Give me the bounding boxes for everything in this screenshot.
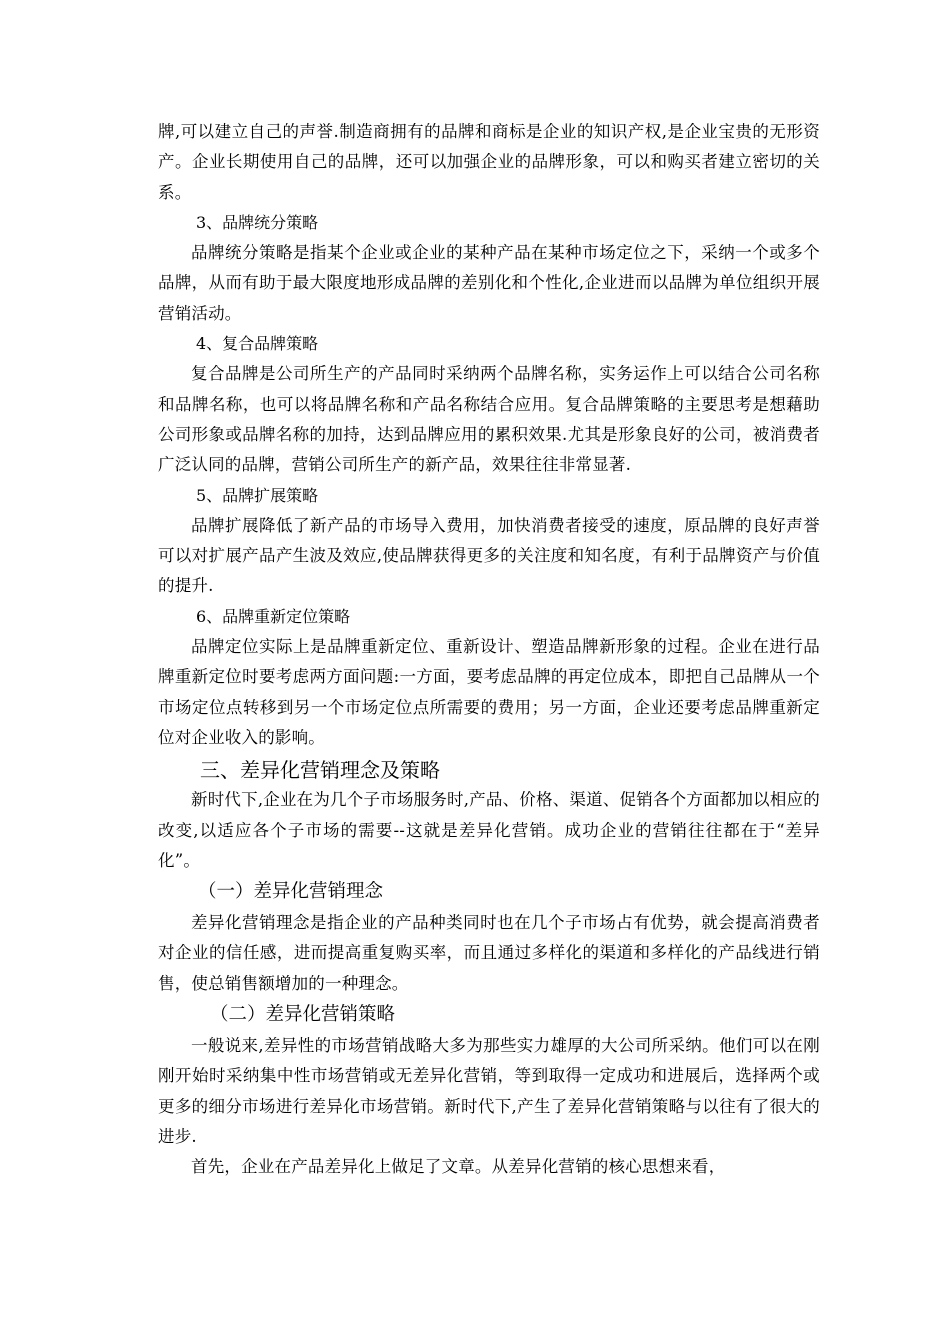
subheading-brand-extension-strategy: 5、品牌扩展策略 <box>196 485 319 505</box>
paragraph-brand-extension: 品牌扩展降低了新产品的市场导入费用，加快消费者接受的速度，原品牌的良好声誉可以对扩展产品产生波及效应,使品牌获得更多的关注度和知名度，有利于品牌资产与价值的提升. <box>158 515 820 596</box>
section-heading-differentiation: 三、差异化营销理念及策略 <box>200 758 440 783</box>
paragraph-differentiation-strategy: 一般说来,差异性的市场营销战略大多为那些实力雄厚的大公司所采纳。他们可以在刚刚开始时采纳集中性市场营销或无差异化营销，等到取得一定成功和进展后，选择两个或更多的细分市场进行差异化市场营销。新时代下,产生了差异化营销策略与以往有了很大的进步. <box>158 1036 820 1146</box>
heading-differentiation-concept: （一）差异化营销理念 <box>198 881 384 903</box>
paragraph-brand-repositioning: 品牌定位实际上是品牌重新定位、重新设计、塑造品牌新形象的过程。企业在进行品牌重新定位时要考虑两方面问题:一方面，要考虑品牌的再定位成本，即把自己品牌从一个市场定位点转移到另一个市场定位点所需要的费用；另一方面，企业还要考虑品牌重新定位对企业收入的影响。 <box>158 637 820 747</box>
paragraph-differentiation-concept: 差异化营销理念是指企业的产品种类同时也在几个子市场占有优势，就会提高消费者对企业的信任感，进而提高重复购买率，而且通过多样化的渠道和多样化的产品线进行销售，使总销售额增加的一种理念。 <box>158 913 820 993</box>
heading-differentiation-strategy: （二）差异化营销策略 <box>210 1004 396 1026</box>
paragraph-composite-brand: 复合品牌是公司所生产的产品同时采纳两个品牌名称，实务运作上可以结合公司名称和品牌名称，也可以将品牌名称和产品名称结合应用。复合品牌策略的主要思考是想藉助公司形象或品牌名称的加持，达到品牌应用的累积效果.尤其是形象良好的公司，被消费者广泛认同的品牌，营销公司所生产的新产品，效果往往非常显著. <box>158 364 820 475</box>
subheading-brand-repositioning-strategy: 6、品牌重新定位策略 <box>196 606 351 626</box>
document-body <box>158 117 820 1183</box>
paragraph-product-differentiation: 首先，企业在产品差异化上做足了文章。从差异化营销的核心思想来看， <box>191 1157 726 1177</box>
paragraph-differentiation-intro: 新时代下,企业在为几个子市场服务时,产品、价格、渠道、促销各个方面都加以相应的改变,以适应各个子市场的需要--这就是差异化营销。成功企业的营销往往都在于“差异化”。 <box>158 790 820 870</box>
paragraph-continuation: 牌,可以建立自己的声誉.制造商拥有的品牌和商标是企业的知识产权,是企业宝贵的无形资产。企业长期使用自己的品牌，还可以加强企业的品牌形象，可以和购买者建立密切的关系。 <box>158 122 820 202</box>
paragraph-brand-split: 品牌统分策略是指某个企业或企业的某种产品在某种市场定位之下，采纳一个或多个品牌，从而有助于最大限度地形成品牌的差别化和个性化,企业进而以品牌为单位组织开展营销活动。 <box>158 243 820 323</box>
subheading-brand-split-strategy: 3、品牌统分策略 <box>196 212 319 232</box>
subheading-composite-brand-strategy: 4、复合品牌策略 <box>196 334 319 354</box>
